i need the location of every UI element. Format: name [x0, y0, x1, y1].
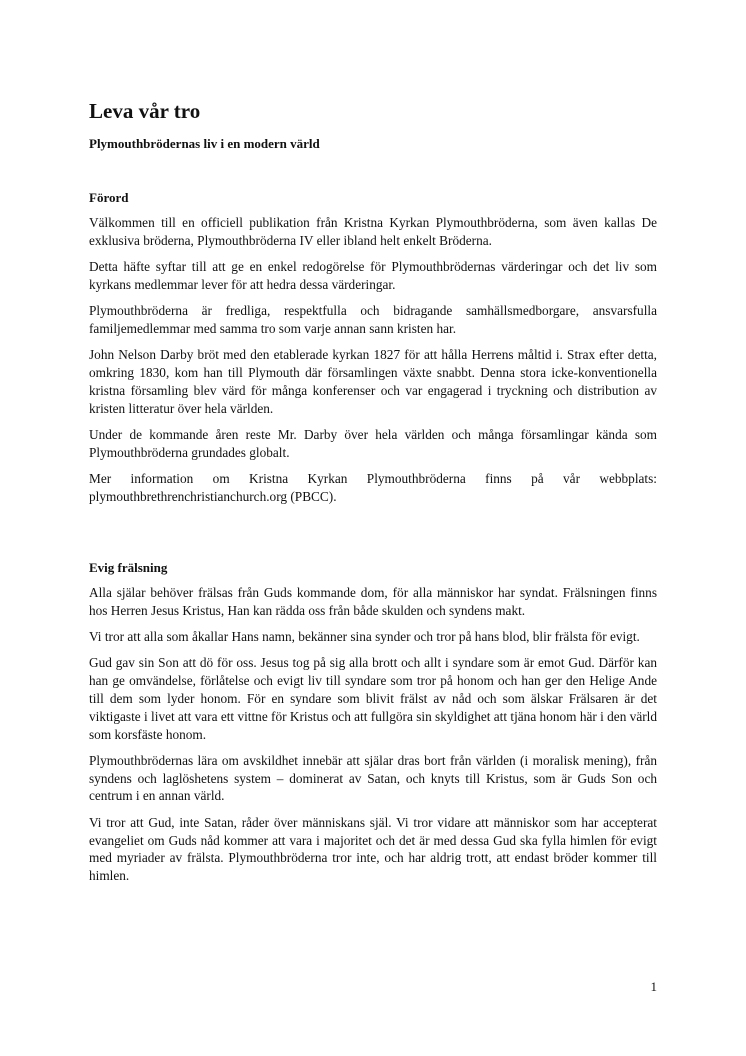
paragraph: Gud gav sin Son att dö för oss. Jesus tog på sig alla brott och allt i syndare som är emot Gud. Därför kan han ge omvändelse, förlåtelse och evigt liv till syndare som tror på honom och han ger den Helige Ande till dem som lyder honom. För en syndare som blivit frälst av nåd och som älskar Frälsaren är det viktigaste i livet att vara ett vittne för Kristus och att fullgöra sin skyldighet att tjäna honom här i den värld som korsfäste honom. — [89, 655, 657, 742]
page-subtitle: Plymouthbrödernas liv i en modern värld — [89, 136, 320, 151]
paragraph: Detta häfte syftar till att ge en enkel redogörelse för Plymouthbrödernas värderingar och det liv som kyrkans medlemmar lever för att hedra dessa värderingar. — [89, 259, 657, 292]
paragraph: Under de kommande åren reste Mr. Darby över hela världen och många församlingar kända som Plymouthbröderna grundades globalt. — [89, 426, 657, 460]
section-heading: Evig frälsning — [89, 560, 168, 575]
paragraph: Vi tror att alla som åkallar Hans namn, bekänner sina synder och tror på hans blod, blir frälsta för evigt. — [89, 629, 640, 645]
paragraph: Vi tror att Gud, inte Satan, råder över människans själ. Vi tror vidare att människor som har accepterat evangeliet om Guds nåd kommer att vara i majoritet och det är med dessa Gud ska fylla himlen för evigt med myriader av frälsta. Plymouthbröderna tror inte, och har aldrig trott, att endast bröder kommer till himlen. — [89, 814, 657, 884]
page-number: 1 — [650, 979, 657, 994]
paragraph: Plymouthbröderna är fredliga, respektfulla och bidragande samhällsmedborgare, ansvarsfulla familjemedlemmar med samma tro som varje annan sann kristen har. — [89, 303, 657, 336]
paragraph: Mer information om Kristna Kyrkan Plymouthbröderna finns på vår webbplats: plymouthbrethrenchristianchurch.org (PBCC). — [89, 471, 657, 504]
page-title: Leva vår tro — [89, 99, 201, 123]
paragraph: Välkommen till en officiell publikation från Kristna Kyrkan Plymouthbröderna, som även kallas De exklusiva bröderna, Plymouthbröderna IV eller ibland helt enkelt Bröderna. — [89, 215, 657, 248]
paragraph: Alla själar behöver frälsas från Guds kommande dom, för alla människor har syndat. Frälsningen finns hos Herren Jesus Kristus, Han kan rädda oss från både skulden och syndens makt. — [89, 585, 657, 618]
paragraph: Plymouthbrödernas lära om avskildhet innebär att själar dras bort från världen (i moralisk mening), från syndens och laglöshetens system – dominerat av Satan, och knyts till Kristus, som är Guds Son och centrum i en annan värld. — [89, 752, 657, 804]
section-heading: Förord — [89, 190, 129, 205]
section-evig-fralsning — [89, 559, 657, 893]
paragraph: John Nelson Darby bröt med den etablerade kyrkan 1827 för att hålla Herrens måltid i. Strax efter detta, omkring 1830, kom han till Plymouth där församlingen växte snabbt. Denna stora icke-konventionella kristna församling blev värd för många konferenser och var engagerad i tryckning och distribution av kristen litteratur över hela världen. — [89, 347, 657, 416]
section-forord — [89, 189, 657, 514]
